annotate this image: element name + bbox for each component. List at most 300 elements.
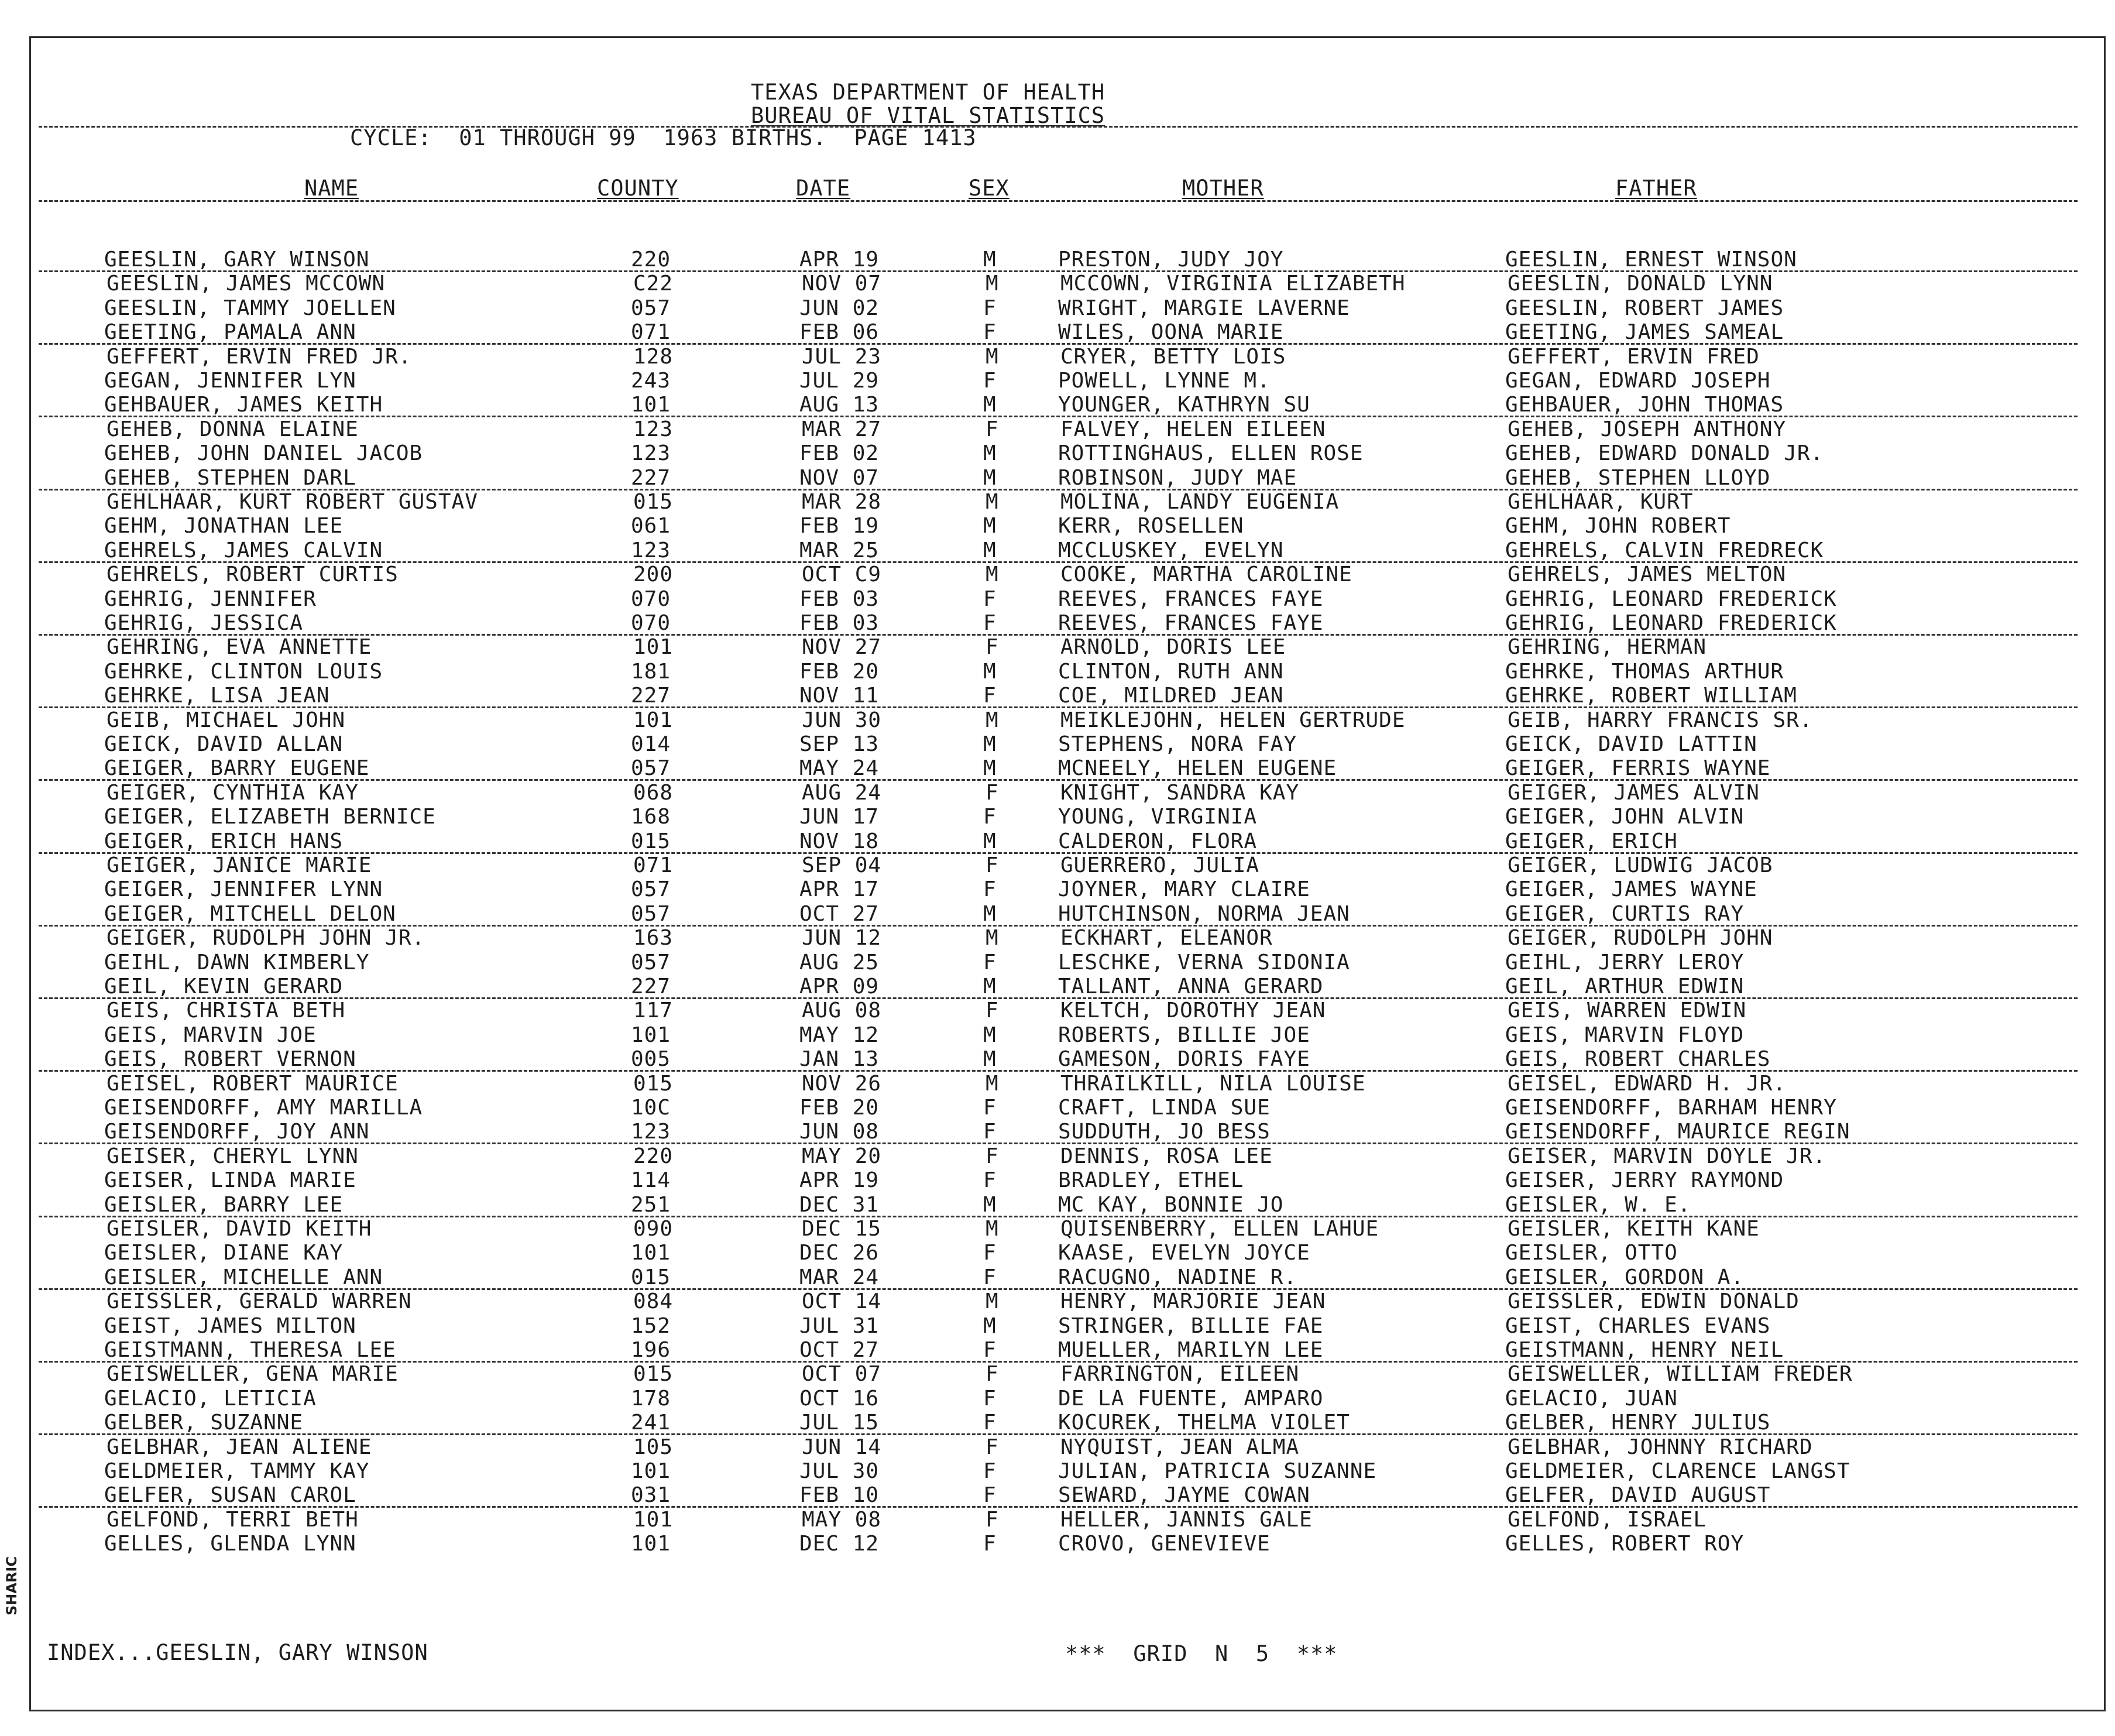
index-footer: INDEX...GEESLIN, GARY WINSON — [47, 1640, 428, 1665]
cell-county: 243 — [631, 369, 671, 393]
cell-name: GEIST, JAMES MILTON — [104, 1314, 356, 1338]
cell-mother: JULIAN, PATRICIA SUZANNE — [1058, 1459, 1377, 1483]
cell-mother: REEVES, FRANCES FAYE — [1058, 587, 1324, 611]
cell-date: OCT 16 — [799, 1387, 880, 1411]
cell-sex: F — [983, 1338, 997, 1362]
cell-sex: M — [983, 829, 997, 853]
cell-mother: CLINTON, RUTH ANN — [1058, 660, 1284, 684]
cell-sex: F — [986, 1508, 999, 1532]
cell-date: JAN 13 — [799, 1047, 880, 1071]
cell-county: 117 — [633, 999, 674, 1023]
cell-county: 101 — [631, 1023, 671, 1047]
cell-sex: F — [986, 417, 999, 441]
cell-mother: MCNEELY, HELEN EUGENE — [1058, 756, 1337, 780]
cell-father: GEISSLER, EDWIN DONALD — [1508, 1289, 1800, 1313]
cell-sex: M — [983, 466, 997, 490]
cell-county: 015 — [633, 490, 674, 514]
cell-date: JUL 15 — [799, 1411, 880, 1435]
cell-name: GEHEB, JOHN DANIEL JACOB — [104, 441, 423, 465]
cell-name: GEHRKE, LISA JEAN — [104, 684, 330, 708]
cell-sex: M — [986, 708, 999, 732]
col-father: FATHER — [1615, 176, 1697, 201]
cell-father: GEIGER, JOHN ALVIN — [1505, 805, 1745, 829]
cell-father: GEESLIN, ROBERT JAMES — [1505, 296, 1784, 320]
cell-sex: M — [983, 393, 997, 417]
cell-sex: F — [983, 320, 997, 344]
cell-date: OCT 14 — [802, 1289, 882, 1313]
cell-sex: M — [986, 1072, 999, 1096]
cell-sex: F — [986, 999, 999, 1023]
cell-mother: POWELL, LYNNE M. — [1058, 369, 1271, 393]
cell-name: GELLES, GLENDA LYNN — [104, 1532, 356, 1556]
cell-sex: M — [983, 248, 997, 272]
cell-county: 227 — [631, 975, 671, 999]
cell-father: GEHM, JOHN ROBERT — [1505, 514, 1731, 538]
cell-sex: M — [986, 272, 999, 296]
cell-date: OCT 27 — [799, 902, 880, 926]
cell-name: GEISER, CHERYL LYNN — [107, 1144, 359, 1168]
cell-name: GEIGER, RUDOLPH JOHN JR. — [107, 926, 425, 950]
cell-father: GELBHAR, JOHNNY RICHARD — [1508, 1435, 1813, 1459]
cell-county: 005 — [631, 1047, 671, 1071]
cell-sex: M — [983, 660, 997, 684]
cell-name: GEIGER, CYNTHIA KAY — [107, 781, 359, 805]
cell-name: GEISWELLER, GENA MARIE — [107, 1362, 399, 1386]
cell-sex: F — [983, 1483, 997, 1507]
cell-father: GEIL, ARTHUR EDWIN — [1505, 975, 1745, 999]
cell-name: GEGAN, JENNIFER LYN — [104, 369, 356, 393]
cell-father: GEIGER, RUDOLPH JOHN — [1508, 926, 1773, 950]
cell-mother: SUDDUTH, JO BESS — [1058, 1120, 1271, 1144]
cell-father: GELBER, HENRY JULIUS — [1505, 1411, 1771, 1435]
cell-mother: CRYER, BETTY LOIS — [1060, 345, 1286, 369]
cell-sex: F — [986, 1362, 999, 1386]
cell-county: 101 — [631, 393, 671, 417]
column-divider — [39, 200, 2078, 202]
cell-date: JUL 29 — [799, 369, 880, 393]
cell-name: GEISLER, DAVID KEITH — [107, 1217, 372, 1241]
cell-date: APR 19 — [799, 1168, 880, 1192]
cell-sex: M — [983, 1193, 997, 1217]
cell-sex: M — [983, 1023, 997, 1047]
cell-date: NOV 27 — [802, 635, 882, 659]
cell-name: GELBHAR, JEAN ALIENE — [107, 1435, 372, 1459]
cell-name: GEIS, CHRISTA BETH — [107, 999, 346, 1023]
cell-county: 061 — [631, 514, 671, 538]
cell-sex: M — [983, 538, 997, 562]
cell-father: GEIHL, JERRY LEROY — [1505, 951, 1745, 975]
cell-name: GEHBAUER, JAMES KEITH — [104, 393, 383, 417]
cell-mother: CRAFT, LINDA SUE — [1058, 1096, 1271, 1120]
cell-mother: KOCUREK, THELMA VIOLET — [1058, 1411, 1350, 1435]
cell-mother: GUERRERO, JULIA — [1060, 853, 1260, 877]
cell-county: 114 — [631, 1168, 671, 1192]
cell-date: OCT C9 — [802, 562, 882, 586]
cell-mother: COE, MILDRED JEAN — [1058, 684, 1284, 708]
cell-father: GEHRELS, JAMES MELTON — [1508, 562, 1787, 586]
cell-date: JUN 08 — [799, 1120, 880, 1144]
cell-county: 123 — [631, 1120, 671, 1144]
cell-mother: SEWARD, JAYME COWAN — [1058, 1483, 1310, 1507]
cell-name: GEETING, PAMALA ANN — [104, 320, 356, 344]
cell-sex: M — [983, 514, 997, 538]
cell-mother: HELLER, JANNIS GALE — [1060, 1508, 1313, 1532]
cell-mother: ECKHART, ELEANOR — [1060, 926, 1273, 950]
cell-mother: DENNIS, ROSA LEE — [1060, 1144, 1273, 1168]
cell-sex: M — [986, 345, 999, 369]
cell-name: GELFER, SUSAN CAROL — [104, 1483, 356, 1507]
cell-father: GEISLER, W. E. — [1505, 1193, 1691, 1217]
cell-name: GEISEL, ROBERT MAURICE — [107, 1072, 399, 1096]
cell-father: GEHRIG, LEONARD FREDERICK — [1505, 587, 1837, 611]
cell-sex: F — [983, 951, 997, 975]
cell-father: GEICK, DAVID LATTIN — [1505, 732, 1757, 756]
cell-name: GEIS, MARVIN JOE — [104, 1023, 317, 1047]
cell-father: GEIS, WARREN EDWIN — [1508, 999, 1747, 1023]
cell-father: GEIST, CHARLES EVANS — [1505, 1314, 1771, 1338]
cell-date: AUG 13 — [799, 393, 880, 417]
cell-father: GEETING, JAMES SAMEAL — [1505, 320, 1784, 344]
cell-name: GEHRELS, JAMES CALVIN — [104, 538, 383, 562]
cell-date: FEB 03 — [799, 611, 880, 635]
cell-name: GEISLER, DIANE KAY — [104, 1241, 344, 1265]
cell-date: FEB 03 — [799, 587, 880, 611]
cell-mother: STRINGER, BILLIE FAE — [1058, 1314, 1324, 1338]
cell-date: NOV 07 — [799, 466, 880, 490]
cell-father: GEESLIN, ERNEST WINSON — [1505, 248, 1797, 272]
cell-father: GEISLER, KEITH KANE — [1508, 1217, 1760, 1241]
cell-mother: MOLINA, LANDY EUGENIA — [1060, 490, 1340, 514]
cell-mother: STEPHENS, NORA FAY — [1058, 732, 1297, 756]
cell-date: DEC 26 — [799, 1241, 880, 1265]
cell-county: 101 — [633, 635, 674, 659]
cell-sex: M — [983, 441, 997, 465]
cell-date: FEB 06 — [799, 320, 880, 344]
cell-date: MAR 25 — [799, 538, 880, 562]
cell-father: GEISENDORFF, MAURICE REGIN — [1505, 1120, 1850, 1144]
cell-sex: M — [983, 1047, 997, 1071]
cell-mother: KNIGHT, SANDRA KAY — [1060, 781, 1300, 805]
cell-county: 227 — [631, 684, 671, 708]
cell-county: 123 — [631, 538, 671, 562]
cell-mother: MEIKLEJOHN, HELEN GERTRUDE — [1060, 708, 1406, 732]
cell-father: GEESLIN, DONALD LYNN — [1508, 272, 1773, 296]
cell-date: AUG 24 — [802, 781, 882, 805]
cell-mother: LESCHKE, VERNA SIDONIA — [1058, 951, 1350, 975]
cell-date: FEB 20 — [799, 660, 880, 684]
cell-mother: KERR, ROSELLEN — [1058, 514, 1244, 538]
cell-name: GEISLER, MICHELLE ANN — [104, 1265, 383, 1289]
cell-county: 123 — [631, 441, 671, 465]
cell-name: GEIB, MICHAEL JOHN — [107, 708, 346, 732]
cell-county: 070 — [631, 587, 671, 611]
cell-mother: ROBINSON, JUDY MAE — [1058, 466, 1297, 490]
cell-mother: MC KAY, BONNIE JO — [1058, 1193, 1284, 1217]
cell-father: GEIGER, LUDWIG JACOB — [1508, 853, 1773, 877]
cell-name: GEHRIG, JESSICA — [104, 611, 304, 635]
cell-county: 071 — [631, 320, 671, 344]
cell-father: GEISER, JERRY RAYMOND — [1505, 1168, 1784, 1192]
cell-county: 251 — [631, 1193, 671, 1217]
cell-father: GEISWELLER, WILLIAM FREDER — [1508, 1362, 1853, 1386]
cell-sex: F — [983, 1241, 997, 1265]
cell-county: 057 — [631, 902, 671, 926]
cell-date: DEC 15 — [802, 1217, 882, 1241]
cell-name: GEIGER, ERICH HANS — [104, 829, 344, 853]
cell-date: APR 19 — [799, 248, 880, 272]
cell-sex: F — [983, 1532, 997, 1556]
cell-date: JUL 23 — [802, 345, 882, 369]
cell-father: GEISENDORFF, BARHAM HENRY — [1505, 1096, 1837, 1120]
cell-sex: M — [986, 926, 999, 950]
cell-father: GEIGER, CURTIS RAY — [1505, 902, 1745, 926]
cell-date: MAY 08 — [802, 1508, 882, 1532]
cell-sex: F — [986, 635, 999, 659]
cell-name: GEISTMANN, THERESA LEE — [104, 1338, 396, 1362]
cell-sex: F — [983, 587, 997, 611]
cell-father: GEISTMANN, HENRY NEIL — [1505, 1338, 1784, 1362]
cell-county: 181 — [631, 660, 671, 684]
cell-mother: HUTCHINSON, NORMA JEAN — [1058, 902, 1350, 926]
cell-sex: M — [983, 732, 997, 756]
cell-date: JUL 30 — [799, 1459, 880, 1483]
cell-date: JUN 17 — [799, 805, 880, 829]
cell-name: GEHRKE, CLINTON LOUIS — [104, 660, 383, 684]
cell-date: FEB 19 — [799, 514, 880, 538]
cell-date: FEB 02 — [799, 441, 880, 465]
cell-date: APR 09 — [799, 975, 880, 999]
cell-sex: M — [983, 1314, 997, 1338]
cell-county: 071 — [633, 853, 674, 877]
cell-county: 128 — [633, 345, 674, 369]
cell-father: GELLES, ROBERT ROY — [1505, 1532, 1745, 1556]
cell-name: GEHEB, STEPHEN DARL — [104, 466, 356, 490]
cell-mother: GAMESON, DORIS FAYE — [1058, 1047, 1310, 1071]
cell-county: 220 — [633, 1144, 674, 1168]
cell-date: APR 17 — [799, 877, 880, 901]
cell-county: 196 — [631, 1338, 671, 1362]
cell-county: 070 — [631, 611, 671, 635]
cell-date: OCT 27 — [799, 1338, 880, 1362]
cell-father: GEHRING, HERMAN — [1508, 635, 1707, 659]
cell-name: GEIGER, JANICE MARIE — [107, 853, 372, 877]
cell-sex: M — [986, 490, 999, 514]
cell-name: GELFOND, TERRI BETH — [107, 1508, 359, 1532]
cell-county: 168 — [631, 805, 671, 829]
col-sex: SEX — [969, 176, 1010, 201]
cell-father: GEHRELS, CALVIN FREDRECK — [1505, 538, 1824, 562]
cell-mother: MCCLUSKEY, EVELYN — [1058, 538, 1284, 562]
cell-county: 178 — [631, 1387, 671, 1411]
cell-date: AUG 08 — [802, 999, 882, 1023]
cell-county: 057 — [631, 296, 671, 320]
cell-county: 220 — [631, 248, 671, 272]
cell-father: GEHRKE, THOMAS ARTHUR — [1505, 660, 1784, 684]
cell-father: GEISLER, GORDON A. — [1505, 1265, 1745, 1289]
cell-name: GEESLIN, TAMMY JOELLEN — [104, 296, 396, 320]
agency-title: TEXAS DEPARTMENT OF HEALTH — [751, 80, 1105, 105]
cell-county: 200 — [633, 562, 674, 586]
cell-date: MAR 28 — [802, 490, 882, 514]
cell-sex: M — [983, 975, 997, 999]
cell-name: GEISENDORFF, AMY MARILLA — [104, 1096, 423, 1120]
cell-name: GEIL, KEVIN GERARD — [104, 975, 344, 999]
cell-sex: F — [986, 1435, 999, 1459]
cell-mother: YOUNGER, KATHRYN SU — [1058, 393, 1310, 417]
cell-sex: F — [983, 1120, 997, 1144]
cell-mother: ROTTINGHAUS, ELLEN ROSE — [1058, 441, 1364, 465]
cell-mother: CROVO, GENEVIEVE — [1058, 1532, 1271, 1556]
cell-mother: FALVEY, HELEN EILEEN — [1060, 417, 1326, 441]
cell-county: 015 — [633, 1072, 674, 1096]
cell-name: GEHRELS, ROBERT CURTIS — [107, 562, 399, 586]
cell-county: 10C — [631, 1096, 671, 1120]
cell-date: NOV 18 — [799, 829, 880, 853]
cell-county: 031 — [631, 1483, 671, 1507]
side-label: SHARIC — [4, 1556, 20, 1615]
cell-sex: M — [986, 562, 999, 586]
grid-footer: *** GRID N 5 *** — [1065, 1641, 1338, 1666]
cell-sex: F — [983, 1265, 997, 1289]
cell-mother: BRADLEY, ETHEL — [1058, 1168, 1244, 1192]
cell-date: MAR 24 — [799, 1265, 880, 1289]
cell-mother: NYQUIST, JEAN ALMA — [1060, 1435, 1300, 1459]
cell-date: MAY 24 — [799, 756, 880, 780]
cell-name: GEISENDORFF, JOY ANN — [104, 1120, 370, 1144]
cell-father: GEIGER, ERICH — [1505, 829, 1678, 853]
cell-sex: M — [986, 1217, 999, 1241]
cell-father: GELFER, DAVID AUGUST — [1505, 1483, 1771, 1507]
cell-county: 101 — [633, 1508, 674, 1532]
cell-mother: JOYNER, MARY CLAIRE — [1058, 877, 1310, 901]
cell-name: GEHM, JONATHAN LEE — [104, 514, 344, 538]
cell-date: JUN 02 — [799, 296, 880, 320]
cell-sex: F — [986, 781, 999, 805]
cell-county: 105 — [633, 1435, 674, 1459]
cell-mother: PRESTON, JUDY JOY — [1058, 248, 1284, 272]
cell-mother: KAASE, EVELYN JOYCE — [1058, 1241, 1310, 1265]
cell-date: JUN 12 — [802, 926, 882, 950]
cell-date: MAY 20 — [802, 1144, 882, 1168]
col-date: DATE — [796, 176, 851, 201]
cell-county: 101 — [631, 1459, 671, 1483]
cell-name: GEIGER, ELIZABETH BERNICE — [104, 805, 436, 829]
cell-father: GEHLHAAR, KURT — [1508, 490, 1694, 514]
cell-county: 057 — [631, 877, 671, 901]
cell-name: GEESLIN, JAMES MCCOWN — [107, 272, 386, 296]
cell-county: 057 — [631, 756, 671, 780]
cell-date: SEP 04 — [802, 853, 882, 877]
cell-mother: HENRY, MARJORIE JEAN — [1060, 1289, 1326, 1313]
bureau-title: BUREAU OF VITAL STATISTICS — [751, 103, 1105, 128]
cell-father: GEHEB, STEPHEN LLOYD — [1505, 466, 1771, 490]
cell-mother: MUELLER, MARILYN LEE — [1058, 1338, 1324, 1362]
cycle-line: CYCLE: 01 THROUGH 99 1963 BIRTHS. PAGE 1413 — [350, 125, 977, 150]
cell-date: JUN 30 — [802, 708, 882, 732]
cell-county: 015 — [633, 1362, 674, 1386]
cell-mother: WILES, OONA MARIE — [1058, 320, 1284, 344]
cell-sex: M — [983, 756, 997, 780]
cell-sex: F — [983, 1096, 997, 1120]
cell-name: GEHRING, EVA ANNETTE — [107, 635, 372, 659]
cell-county: 101 — [633, 708, 674, 732]
cell-mother: ROBERTS, BILLIE JOE — [1058, 1023, 1310, 1047]
cell-name: GEHEB, DONNA ELAINE — [107, 417, 359, 441]
cell-father: GEIS, MARVIN FLOYD — [1505, 1023, 1745, 1047]
cell-mother: DE LA FUENTE, AMPARO — [1058, 1387, 1324, 1411]
cell-date: JUL 31 — [799, 1314, 880, 1338]
cell-name: GEIHL, DAWN KIMBERLY — [104, 951, 370, 975]
cell-county: 101 — [631, 1241, 671, 1265]
cell-sex: F — [983, 1387, 997, 1411]
cell-father: GEHBAUER, JOHN THOMAS — [1505, 393, 1784, 417]
cell-name: GEIGER, BARRY EUGENE — [104, 756, 370, 780]
cell-date: OCT 07 — [802, 1362, 882, 1386]
cell-name: GEISER, LINDA MARIE — [104, 1168, 356, 1192]
cell-father: GEIGER, FERRIS WAYNE — [1505, 756, 1771, 780]
cell-name: GEICK, DAVID ALLAN — [104, 732, 344, 756]
col-name: NAME — [304, 176, 359, 201]
cell-father: GEHRKE, ROBERT WILLIAM — [1505, 684, 1797, 708]
cell-sex: M — [983, 902, 997, 926]
cell-date: AUG 25 — [799, 951, 880, 975]
cell-sex: F — [983, 296, 997, 320]
cell-mother: KELTCH, DOROTHY JEAN — [1060, 999, 1326, 1023]
cell-date: MAY 12 — [799, 1023, 880, 1047]
cell-county: 152 — [631, 1314, 671, 1338]
cell-father: GELDMEIER, CLARENCE LANGST — [1505, 1459, 1850, 1483]
cell-mother: THRAILKILL, NILA LOUISE — [1060, 1072, 1366, 1096]
cell-father: GEIS, ROBERT CHARLES — [1505, 1047, 1771, 1071]
cell-date: NOV 07 — [802, 272, 882, 296]
cell-date: DEC 31 — [799, 1193, 880, 1217]
cell-mother: TALLANT, ANNA GERARD — [1058, 975, 1324, 999]
cell-name: GELDMEIER, TAMMY KAY — [104, 1459, 370, 1483]
cell-name: GEIGER, MITCHELL DELON — [104, 902, 396, 926]
cell-father: GEISEL, EDWARD H. JR. — [1508, 1072, 1787, 1096]
cell-father: GEIB, HARRY FRANCIS SR. — [1508, 708, 1813, 732]
cell-mother: YOUNG, VIRGINIA — [1058, 805, 1258, 829]
cell-sex: F — [983, 1411, 997, 1435]
cell-name: GEIGER, JENNIFER LYNN — [104, 877, 383, 901]
header-divider — [39, 126, 2078, 128]
cell-sex: F — [986, 853, 999, 877]
cell-mother: FARRINGTON, EILEEN — [1060, 1362, 1300, 1386]
cell-county: 084 — [633, 1289, 674, 1313]
cell-sex: F — [983, 1459, 997, 1483]
cell-name: GEFFERT, ERVIN FRED JR. — [107, 345, 412, 369]
cell-date: MAR 27 — [802, 417, 882, 441]
cell-name: GELACIO, LETICIA — [104, 1387, 317, 1411]
cell-sex: M — [986, 1289, 999, 1313]
cell-mother: WRIGHT, MARGIE LAVERNE — [1058, 296, 1350, 320]
cell-father: GEHEB, JOSEPH ANTHONY — [1508, 417, 1787, 441]
cell-mother: COOKE, MARTHA CAROLINE — [1060, 562, 1352, 586]
cell-father: GEIGER, JAMES WAYNE — [1505, 877, 1757, 901]
cell-county: 015 — [631, 1265, 671, 1289]
cell-name: GEISLER, BARRY LEE — [104, 1193, 344, 1217]
cell-county: 123 — [633, 417, 674, 441]
cell-father: GEIGER, JAMES ALVIN — [1508, 781, 1760, 805]
cell-sex: F — [983, 805, 997, 829]
cell-county: 014 — [631, 732, 671, 756]
cell-father: GEFFERT, ERVIN FRED — [1508, 345, 1760, 369]
cell-sex: F — [983, 684, 997, 708]
col-mother: MOTHER — [1182, 176, 1264, 201]
cell-mother: CALDERON, FLORA — [1058, 829, 1258, 853]
cell-name: GEHRIG, JENNIFER — [104, 587, 317, 611]
cell-county: C22 — [633, 272, 674, 296]
